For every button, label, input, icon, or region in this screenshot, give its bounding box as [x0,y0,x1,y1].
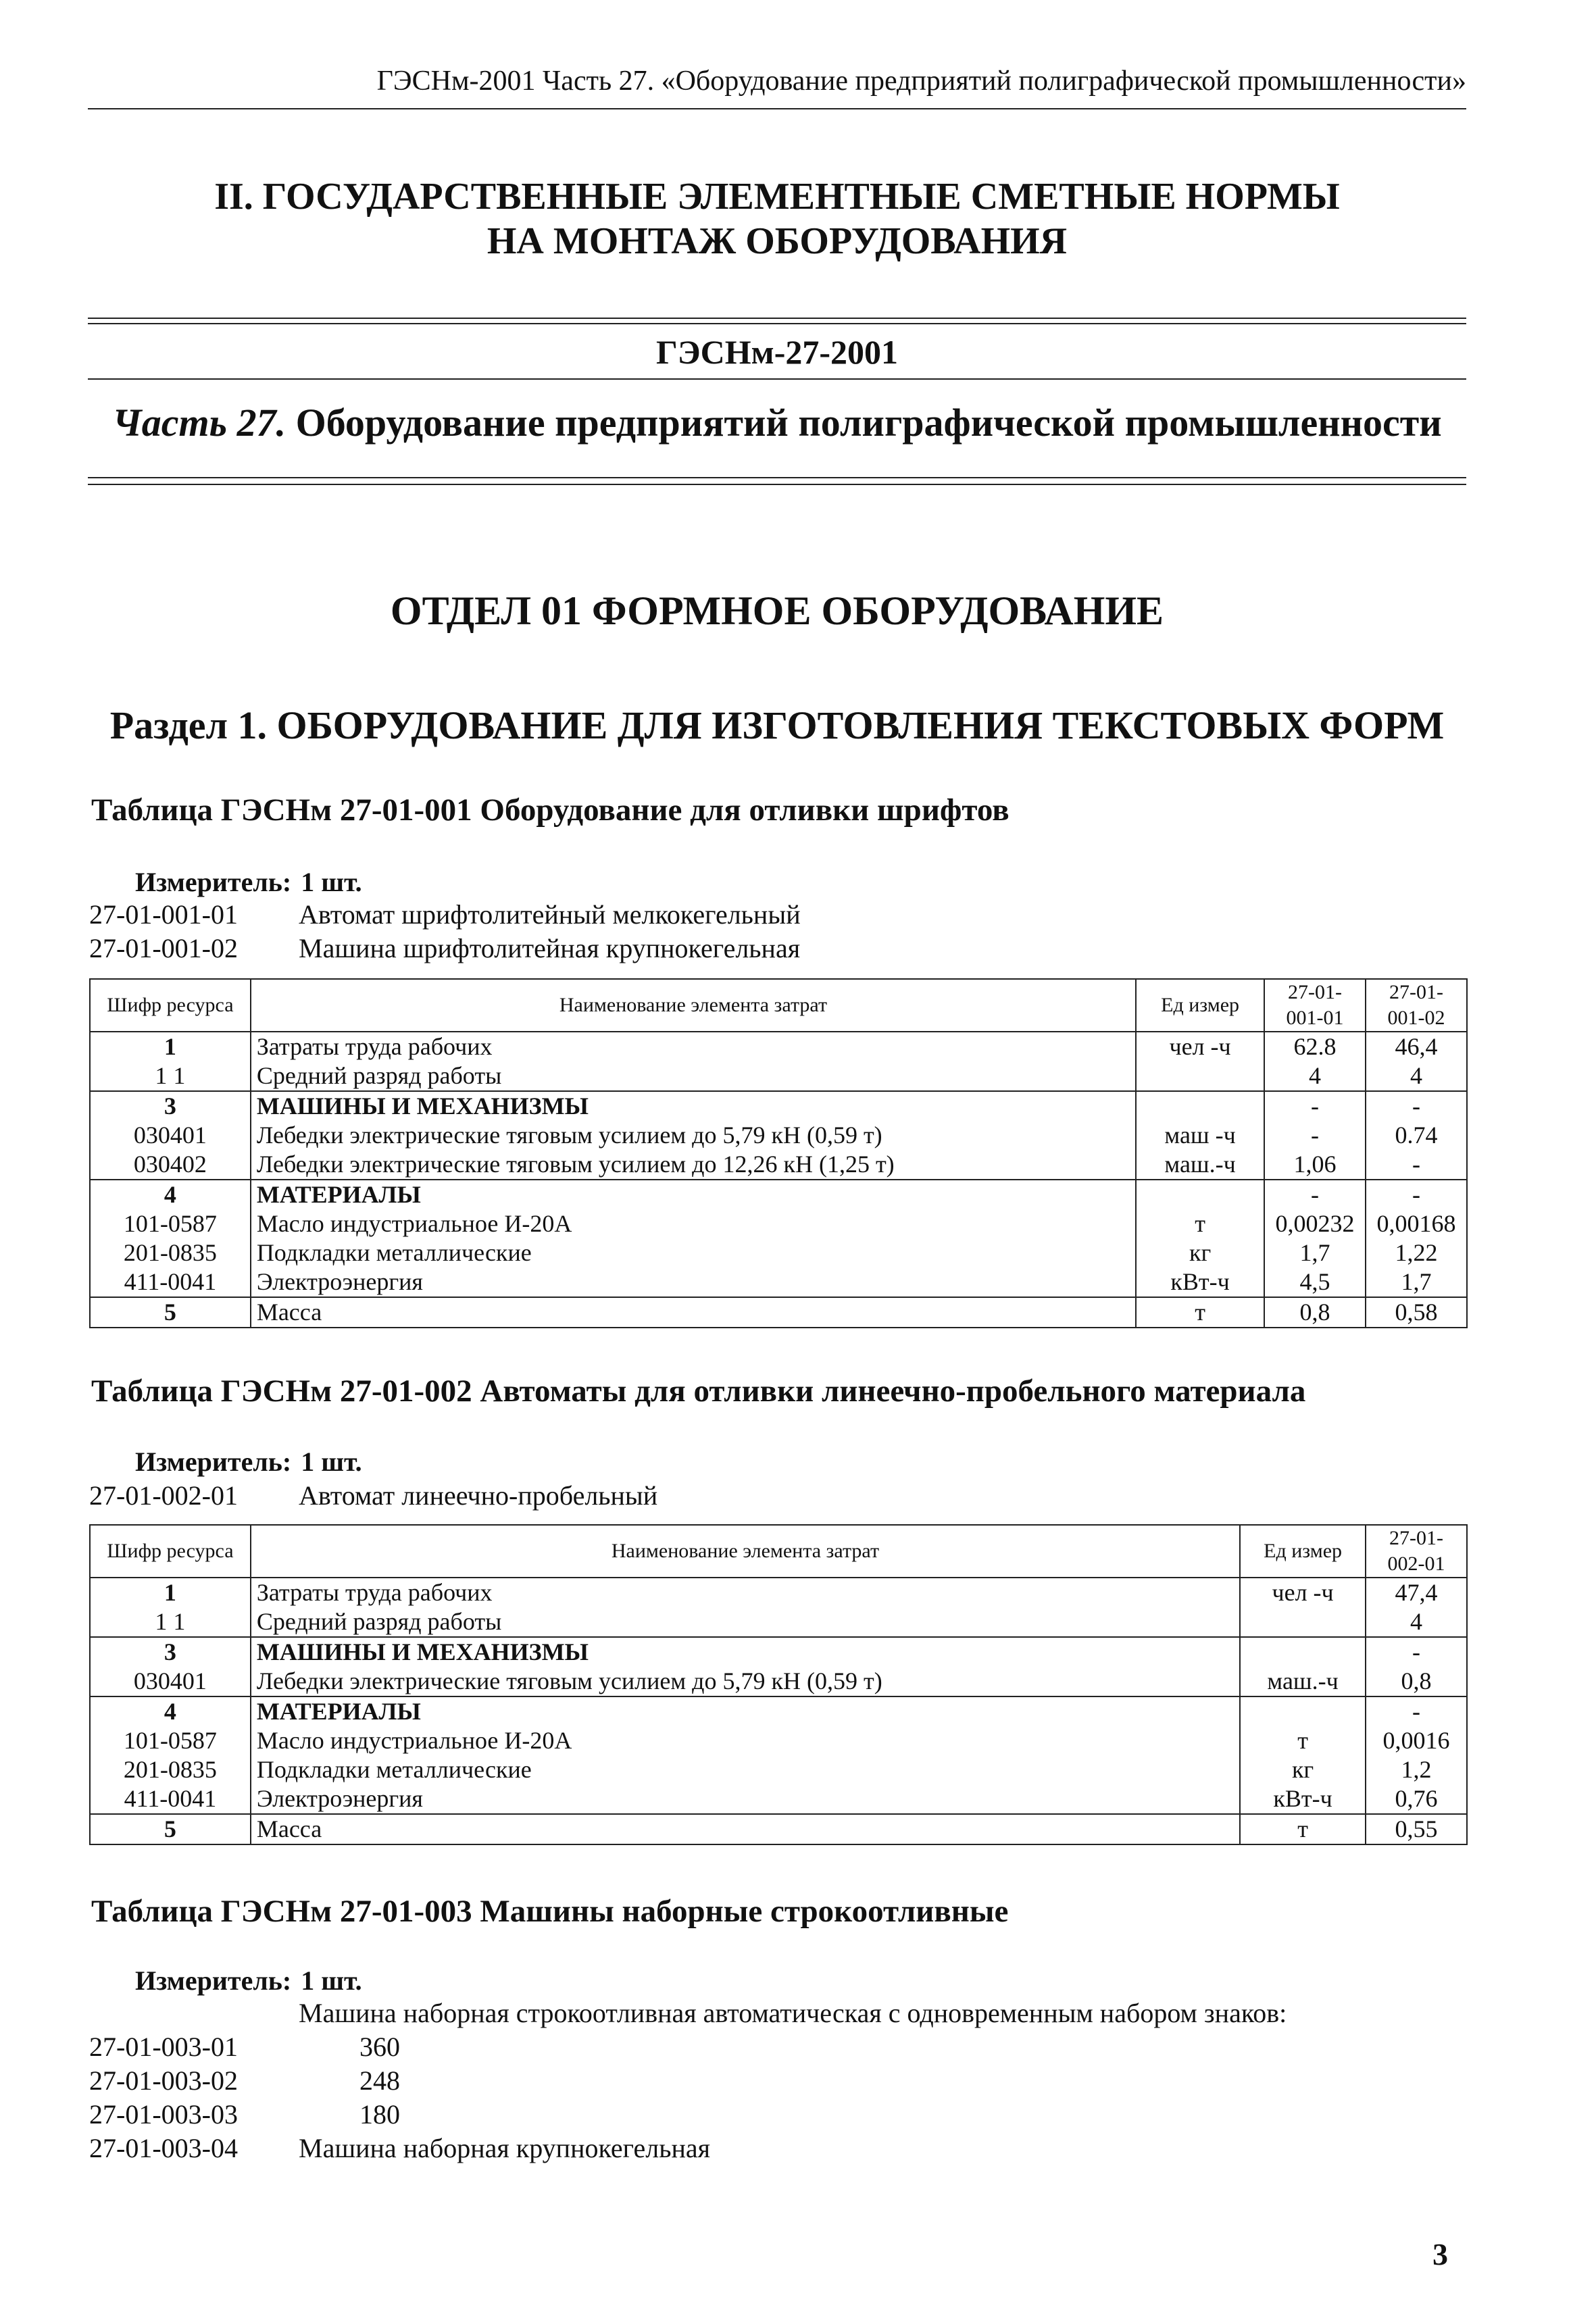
code-id: 27-01-003-02 [89,2065,238,2096]
chapter-heading-line2: НА МОНТАЖ ОБОРУДОВАНИЯ [487,220,1068,262]
cell-code: 1 [90,1578,251,1607]
cell-val1: 1,2 [1366,1755,1467,1784]
cell-code: 1 1 [90,1607,251,1637]
rule-top-1 [88,318,1466,319]
table-row [90,1121,1467,1150]
cell-name: Масло индустриальное И-20А [251,1209,1136,1238]
cell-name: Средний разряд работы [251,1061,1136,1091]
cell-name: МАШИНЫ И МЕХАНИЗМЫ [251,1091,1136,1121]
cell-unit: кВт-ч [1240,1784,1366,1814]
cell-unit: кВт-ч [1136,1267,1264,1297]
table-header-row [90,979,1467,1032]
cell-code: 1 1 [90,1061,251,1091]
cell-name: Средний разряд работы [251,1607,1240,1637]
cell-name: Затраты труда рабочих [251,1578,1240,1607]
header-col2-b: 001-02 [1387,1007,1445,1029]
cell-code: 4 [90,1696,251,1726]
cell-val1: 4 [1366,1607,1467,1637]
cell-val1: 0,8 [1366,1667,1467,1696]
code-id: 27-01-001-01 [89,899,238,930]
cell-val1: 0,55 [1366,1814,1467,1844]
cell-val1: 62.8 [1264,1032,1366,1061]
cell-val1: 4 [1264,1061,1366,1091]
cell-unit: т [1240,1726,1366,1755]
cell-val1: 0,00232 [1264,1209,1366,1238]
cell-unit [1240,1607,1366,1637]
header-rule [88,108,1466,109]
cell-name: Масло индустриальное И-20А [251,1726,1240,1755]
chapter-heading-line1: II. ГОСУДАРСТВЕННЫЕ ЭЛЕМЕНТНЫЕ СМЕТНЫЕ НОРМЫ [214,176,1340,218]
cell-name: МАТЕРИАЛЫ [251,1696,1240,1726]
rule-top-2 [88,323,1466,324]
cell-unit: маш -ч [1136,1121,1264,1150]
cell-val1: - [1264,1121,1366,1150]
table-title-1: Таблица ГЭСНм 27-01-001 Оборудование для отливки шрифтов [91,793,1009,828]
cell-val1: 47,4 [1366,1578,1467,1607]
code-id: 27-01-002-01 [89,1480,238,1511]
measure-2 [135,1446,362,1478]
cell-name: Электроэнергия [251,1267,1136,1297]
cell-val1: 4,5 [1264,1267,1366,1297]
header-name: Наименование элемента затрат [251,979,1136,1032]
part-label: Часть 27. [112,401,286,445]
cell-code: 201-0835 [90,1238,251,1267]
table-row [90,1726,1467,1755]
table-row [90,1297,1467,1328]
table-row [90,1607,1467,1637]
running-header: ГЭСНм-2001 Часть 27. «Оборудование предприятий полиграфической промышленности» [376,66,1466,97]
measure-value: 1 шт. [301,867,362,897]
header-col2 [1366,979,1467,1032]
cell-name: Масса [251,1814,1240,1844]
measure-3 [135,1965,362,1996]
section-heading: ОТДЕЛ 01 ФОРМНОЕ ОБОРУДОВАНИЕ [390,588,1164,633]
code-id: 27-01-003-04 [89,2133,238,2163]
cell-unit [1136,1180,1264,1209]
cell-val1: - [1366,1696,1467,1726]
cell-name: Затраты труда рабочих [251,1032,1136,1061]
table-row [90,1637,1467,1667]
code-name: 248 [359,2065,400,2096]
cell-unit: маш.-ч [1136,1150,1264,1180]
cell-name: Подкладки металлические [251,1238,1136,1267]
cell-unit: т [1240,1814,1366,1844]
cell-unit: чел -ч [1136,1032,1264,1061]
header-unit: Ед измер [1240,1525,1366,1578]
cell-val1: 0,0016 [1366,1726,1467,1755]
cell-unit: маш.-ч [1240,1667,1366,1696]
code-name: Автомат шрифтолитейный мелкокегельный [299,899,801,930]
cell-val2: - [1366,1180,1467,1209]
code-intro: Машина наборная строкоотливная автоматическая с одновременным набором знаков: [299,1998,1287,2028]
header-name: Наименование элемента затрат [251,1525,1240,1578]
header-col1 [1366,1525,1467,1578]
cell-code: 030401 [90,1667,251,1696]
header-code: Шифр ресурса [90,1525,251,1578]
cell-name: МАШИНЫ И МЕХАНИЗМЫ [251,1637,1240,1667]
cell-code: 030401 [90,1121,251,1150]
table-row [90,1238,1467,1267]
cell-code: 4 [90,1180,251,1209]
cell-unit [1240,1696,1366,1726]
table-title-3: Таблица ГЭСНм 27-01-003 Машины наборные строкоотливные [91,1894,1009,1929]
cell-name: МАТЕРИАЛЫ [251,1180,1136,1209]
code-line [89,2031,400,2063]
header-col1-b: 002-01 [1387,1553,1445,1575]
cell-code: 201-0835 [90,1755,251,1784]
cell-unit: чел -ч [1240,1578,1366,1607]
chapter-heading [88,174,1466,263]
header-col2-a: 27-01- [1389,981,1443,1003]
cell-val1: 1,7 [1264,1238,1366,1267]
cell-val1: 1,06 [1264,1150,1366,1180]
cell-unit [1136,1061,1264,1091]
cell-unit: кг [1240,1755,1366,1784]
cell-code: 5 [90,1814,251,1844]
cell-val1: 0,8 [1264,1297,1366,1328]
cell-code: 101-0587 [90,1209,251,1238]
header-code: Шифр ресурса [90,979,251,1032]
table-row [90,1209,1467,1238]
cell-code: 5 [90,1297,251,1328]
code-line [89,2132,710,2164]
cell-code: 3 [90,1637,251,1667]
page-number: 3 [1432,2237,1448,2271]
cell-name: Подкладки металлические [251,1755,1240,1784]
cell-unit [1136,1091,1264,1121]
cell-val1: - [1366,1637,1467,1667]
header-col1-a: 27-01- [1389,1527,1443,1549]
table-row [90,1667,1467,1696]
code-name: Машина наборная крупнокегельная [299,2133,711,2163]
measure-value: 1 шт. [301,1447,362,1477]
cell-code: 101-0587 [90,1726,251,1755]
cell-name: Лебедки электрические тяговым усилием до 12,26 кН (1,25 т) [251,1150,1136,1180]
cell-unit: т [1136,1297,1264,1328]
table-row [90,1814,1467,1844]
table-row [90,1578,1467,1607]
cell-val2: - [1366,1150,1467,1180]
cell-val2: 1,7 [1366,1267,1467,1297]
measure-label: Измеритель: [135,1965,292,1996]
code-name: Машина шрифтолитейная крупнокегельная [299,933,801,963]
cell-name: Электроэнергия [251,1784,1240,1814]
table-row [90,1150,1467,1180]
cell-val2: 0,58 [1366,1297,1467,1328]
cell-val2: - [1366,1091,1467,1121]
cell-val1: - [1264,1091,1366,1121]
cell-name: Лебедки электрические тяговым усилием до 5,79 кН (0,59 т) [251,1121,1136,1150]
code-line [89,2098,400,2130]
table-row [90,1755,1467,1784]
norm-table-2 [89,1524,1468,1845]
cell-val2: 0,00168 [1366,1209,1467,1238]
measure-label: Измеритель: [135,867,292,897]
cell-code: 1 [90,1032,251,1061]
header-col1 [1264,979,1366,1032]
code-name: 180 [359,2099,400,2130]
measure-1 [135,866,362,898]
header-unit: Ед измер [1136,979,1264,1032]
rule-mid [88,378,1466,380]
code-line [89,1480,657,1511]
part-title [88,400,1466,445]
cell-val2: 4 [1366,1061,1467,1091]
table-row [90,1784,1467,1814]
cell-code: 411-0041 [90,1267,251,1297]
cell-unit: кг [1136,1238,1264,1267]
cell-val1: - [1264,1180,1366,1209]
table-header-row [90,1525,1467,1578]
measure-label: Измеритель: [135,1447,292,1477]
code-id: 27-01-001-02 [89,933,238,963]
part-name: Оборудование предприятий полиграфической промышленности [295,401,1442,445]
cell-val2: 0.74 [1366,1121,1467,1150]
cell-val2: 1,22 [1366,1238,1467,1267]
code-id: 27-01-003-01 [89,2032,238,2062]
table-row [90,1061,1467,1091]
rule-bottom-2 [88,484,1466,485]
cell-code: 411-0041 [90,1784,251,1814]
code-name: 360 [359,2032,400,2062]
table-row [90,1091,1467,1121]
code-line [89,2065,400,2096]
cell-code: 030402 [90,1150,251,1180]
cell-name: Масса [251,1297,1136,1328]
cell-unit [1240,1637,1366,1667]
cell-val1: 0,76 [1366,1784,1467,1814]
measure-value: 1 шт. [301,1965,362,1996]
rule-bottom-1 [88,477,1466,478]
norm-code-title: ГЭСНм-27-2001 [655,333,899,371]
table-row [90,1696,1467,1726]
code-id: 27-01-003-03 [89,2099,238,2130]
code-line [89,932,800,964]
code-line [89,899,801,930]
cell-unit: т [1136,1209,1264,1238]
norm-table-1 [89,978,1468,1328]
table-row [90,1180,1467,1209]
header-col1-a: 27-01- [1288,981,1342,1003]
table-row [90,1267,1467,1297]
subsection-heading: Раздел 1. ОБОРУДОВАНИЕ ДЛЯ ИЗГОТОВЛЕНИЯ ТЕКСТОВЫХ ФОРМ [109,703,1445,747]
cell-code: 3 [90,1091,251,1121]
table-row [90,1032,1467,1061]
cell-name: Лебедки электрические тяговым усилием до 5,79 кН (0,59 т) [251,1667,1240,1696]
table-title-2: Таблица ГЭСНм 27-01-002 Автоматы для отливки линеечно-пробельного материала [91,1374,1306,1409]
code-name: Автомат линеечно-пробельный [299,1480,658,1511]
header-col1-b: 001-01 [1286,1007,1344,1029]
cell-val2: 46,4 [1366,1032,1467,1061]
